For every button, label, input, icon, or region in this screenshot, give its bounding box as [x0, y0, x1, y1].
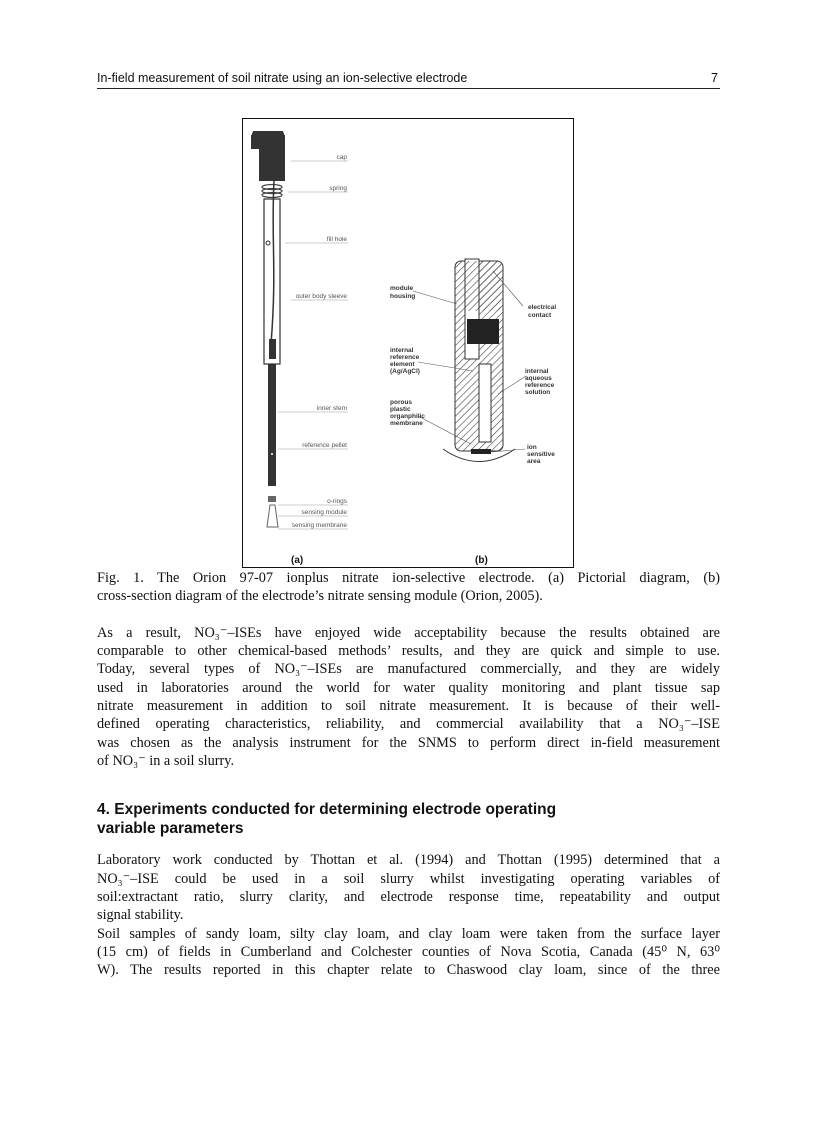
- text-line: signal stability.: [97, 907, 184, 923]
- label-reference-pellet: reference pellet: [302, 442, 347, 449]
- label-inner-stem: inner stem: [316, 405, 347, 412]
- text-line: W). The results reported in this chapter relate to Chaswood clay loam, since of the three: [97, 962, 720, 978]
- label-spring: spring: [329, 185, 347, 192]
- label-aqueous: aqueous: [525, 375, 552, 382]
- label-ion: ion: [527, 444, 537, 451]
- text-line: Soil samples of sandy loam, silty clay loam, and clay loam were taken from the surface layer: [97, 926, 720, 942]
- page-number: 7: [711, 71, 718, 85]
- label-housing: housing: [390, 293, 416, 300]
- figure-caption-line: cross-section diagram of the electrode’s nitrate sensing module (Orion, 2005).: [97, 588, 543, 604]
- text-line: NO₃⁻–ISE could be used in a soil slurry whilst investigating operating variables of: [97, 871, 720, 887]
- panel-b-label: (b): [475, 555, 488, 566]
- label-solution: solution: [525, 389, 551, 396]
- electrode-pictorial: [251, 131, 285, 527]
- figure-1: [242, 118, 574, 568]
- label-sensitive: sensitive: [527, 451, 555, 458]
- label-o-rings: o-rings: [327, 498, 347, 505]
- section-heading: variable parameters: [97, 820, 244, 837]
- text-line: nitrate measurement in addition to soil nitrate measurement. It is because of their well-: [97, 698, 720, 714]
- label-plastic: plastic: [390, 406, 411, 413]
- text-line: comparable to other chemical-based methods’ results, and they are quick and simple to use.: [97, 643, 720, 659]
- label-sensing-membrane: sensing membrane: [291, 522, 347, 529]
- text-line: defined operating characteristics, reliability, and commercial availability that a NO₃⁻–ISE: [97, 716, 720, 732]
- text-line: used in laboratories around the world for water quality monitoring and plant tissue sap: [97, 680, 720, 696]
- label-sensing-module: sensing module: [301, 509, 347, 516]
- electrode-diagram: [243, 119, 573, 567]
- label-organphilic: organphilic: [390, 413, 426, 420]
- text-line: was chosen as the analysis instrument for the SNMS to perform direct in-field measurement: [97, 735, 720, 751]
- running-title: In-field measurement of soil nitrate using an ion-selective electrode: [97, 71, 468, 85]
- text-line: Laboratory work conducted by Thottan et al. (1994) and Thottan (1995) determined that a: [97, 852, 720, 868]
- label-module: module: [390, 285, 414, 292]
- text-line: (15 cm) of fields in Cumberland and Colchester counties of Nova Scotia, Canada (45⁰ N, 63⁰: [97, 944, 720, 960]
- label-element: element: [390, 361, 415, 368]
- label-electrical: electrical: [528, 304, 557, 311]
- panel-a-label: (a): [291, 555, 304, 566]
- figure-caption-line: Fig. 1. The Orion 97-07 ionplus nitrate ion-selective electrode. (a) Pictorial diagram, (b): [97, 570, 720, 586]
- sensing-module-cross-section: [443, 259, 515, 462]
- text-line: Today, several types of NO₃⁻–ISEs are manufactured commercially, and they are widely: [97, 661, 720, 677]
- label-reference-2: reference: [525, 382, 555, 389]
- label-ag-agcl: (Ag/AgCl): [390, 368, 420, 375]
- label-outer-body-sleeve: outer body sleeve: [295, 293, 347, 300]
- label-internal: internal: [390, 347, 414, 354]
- label-reference: reference: [390, 354, 420, 361]
- label-contact: contact: [528, 312, 552, 319]
- text-line: of NO₃⁻ in a soil slurry.: [97, 753, 235, 769]
- label-porous: porous: [390, 399, 413, 406]
- running-header: [97, 70, 720, 89]
- label-internal-2: internal: [525, 368, 549, 375]
- label-cap: cap: [336, 154, 347, 161]
- label-membrane: membrane: [390, 420, 423, 427]
- section-heading: 4. Experiments conducted for determining electrode operating: [97, 801, 557, 818]
- text-line: As a result, NO₃⁻–ISEs have enjoyed wide acceptability because the results obtained are: [97, 625, 720, 641]
- label-area: area: [527, 458, 541, 465]
- label-fill-hole: fill hole: [326, 236, 347, 243]
- text-line: soil:extractant ratio, slurry clarity, and electrode response time, repeatability and output: [97, 889, 720, 905]
- leader-lines-a: [278, 161, 348, 529]
